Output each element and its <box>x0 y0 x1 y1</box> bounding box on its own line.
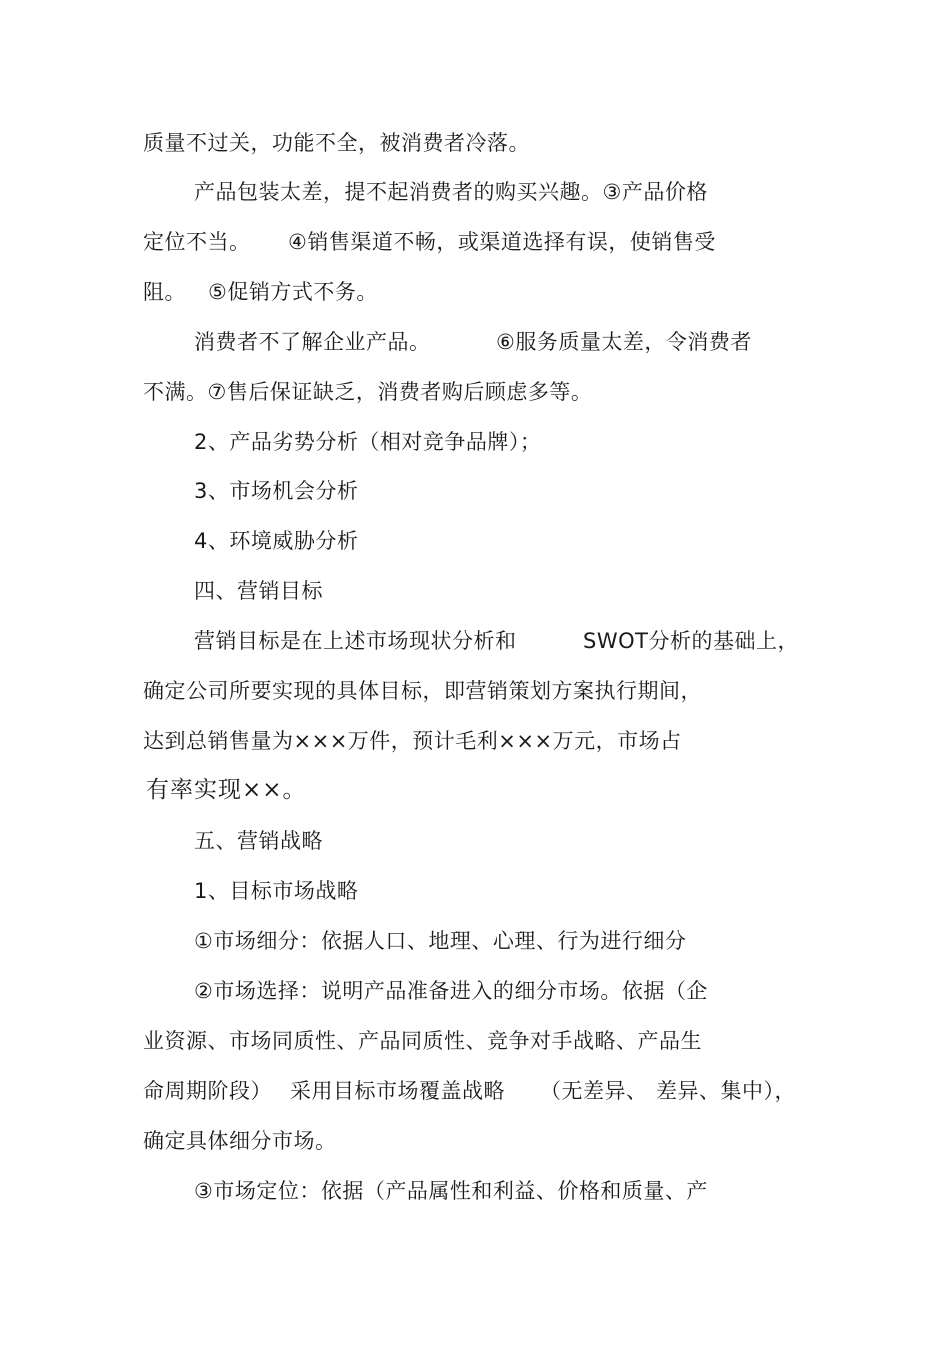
text-line: 营销目标是在上述市场现状分析和 <box>194 629 517 653</box>
list-item: 2、产品劣势分析（相对竞争品牌）； <box>194 430 542 454</box>
text-line: 消费者不了解企业产品。 <box>194 330 431 354</box>
list-item: 3、市场机会分析 <box>194 479 359 503</box>
text-line: ⑥服务质量太差，令消费者 <box>496 330 752 354</box>
text-line: 产品包装太差，提不起消费者的购买兴趣。③产品价格 <box>194 180 708 204</box>
text-line: ⑤促销方式不务。 <box>208 280 378 304</box>
text-line: ③市场定位：依据（产品属性和利益、价格和质量、产 <box>194 1179 708 1203</box>
text-line: 业资源、市场同质性、产品同质性、竞争对手战略、产品生 <box>143 1029 702 1053</box>
text-line: ②市场选择：说明产品准备进入的细分市场。依据（企 <box>194 979 708 1003</box>
list-item: 1、目标市场战略 <box>194 879 359 903</box>
section-heading: 五、营销战略 <box>194 829 323 853</box>
text-line: 定位不当。 <box>143 230 251 254</box>
text-line: ①市场细分：依据人口、地理、心理、行为进行细分 <box>194 929 687 953</box>
section-heading: 四、营销目标 <box>194 579 323 603</box>
text-line: 有率实现××。 <box>146 777 307 803</box>
text-line: 差异、集中）， <box>656 1079 796 1103</box>
text-line: 不满。⑦售后保证缺乏，消费者购后顾虑多等。 <box>143 380 593 404</box>
text-line: ④销售渠道不畅，或渠道选择有误，使销售受 <box>288 230 716 254</box>
text-line: 达到总销售量为×××万件，预计毛利×××万元，市场占 <box>143 729 682 753</box>
text-line: 采用目标市场覆盖战略 <box>290 1079 505 1103</box>
text-line: 阻。 <box>143 280 186 304</box>
text-line: 确定具体细分市场。 <box>143 1129 337 1153</box>
text-line: SWOT分析的基础上， <box>583 629 799 653</box>
list-item: 4、环境威胁分析 <box>194 529 359 553</box>
text-line: （无差异、 <box>540 1079 648 1103</box>
text-line: 质量不过关，功能不全，被消费者冷落。 <box>143 131 530 155</box>
text-line: 确定公司所要实现的具体目标，即营销策划方案执行期间， <box>143 679 702 703</box>
text-line: 命周期阶段） <box>143 1079 272 1103</box>
